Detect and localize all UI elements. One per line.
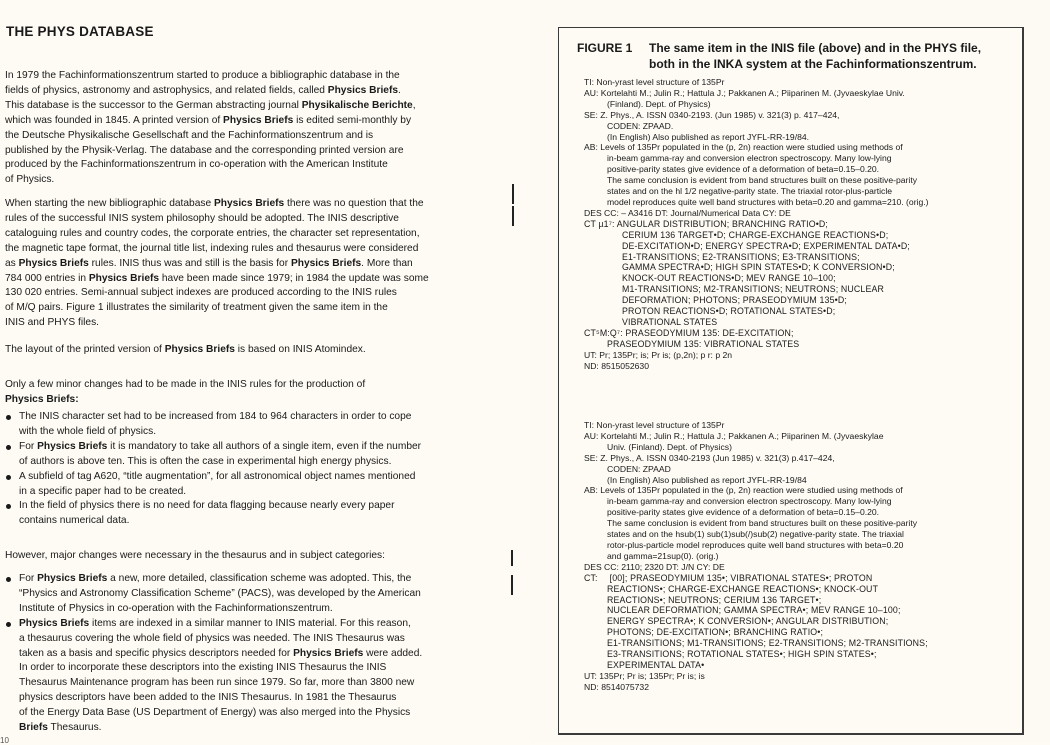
margin-mark	[512, 206, 514, 226]
record-field-authors-cont: Univ. (Finland). Dept. of Physics)	[607, 441, 732, 452]
caption-line: The same item in the INIS file (above) and in the PHYS file,	[649, 41, 982, 55]
record-field-des: DES CC: 2110; 2320 DT: J/N CY: DE	[584, 561, 725, 572]
record-field-ctmq-cont: PRASEODYMIUM 135: VIBRATIONAL STATES	[607, 338, 800, 349]
text-line: which was founded in 1845. A printed version of Physics Briefs is edited semi-monthly by	[5, 114, 412, 126]
caption-line: both in the INKA system at the Fachinformationszentrum.	[649, 57, 977, 71]
record-field-abstract: AB: Levels of 135Pr populated in the (p, 2n) reaction were studied using methods of	[584, 485, 903, 496]
record-field-source-cont: (In English) Also published as report JYFL-RR-19/84.	[607, 131, 810, 142]
paragraph-major-intro: However, major changes were necessary in the thesaurus and in subject categories:	[5, 550, 385, 561]
text-line: Briefs Thesaurus.	[19, 722, 102, 734]
paragraph-inis-rules	[5, 197, 475, 331]
record-field-authors-cont: (Finland). Dept. of Physics)	[607, 98, 711, 109]
record-field-abstract-cont: model reproduces quite well band structures with beta=0.20 and gamma=210. (orig.)	[607, 196, 929, 207]
descriptor-line: ANGULAR DISTRIBUTION; BRANCHING RATIO•D;	[616, 218, 829, 229]
record-field-ut: UT: Pr; 135Pr; is; Pr is; (p,2n); p r: p 2n	[584, 349, 733, 360]
text-line: INIS and PHYS files.	[5, 317, 99, 329]
bullet-icon	[6, 475, 11, 480]
text-line: of M/Q pairs. Figure 1 illustrates the similarity of treatment given the same item in the	[5, 302, 388, 314]
record-field-abstract-cont: The same conclusion is evident from band structures built on these positive-parity	[607, 518, 918, 529]
field-tag: CT µ1⁷:	[584, 218, 615, 229]
text-line: rules of the successful INIS system philosophy should be adopted. The INIS descriptive	[5, 212, 399, 224]
record-field-nd: ND: 8514075732	[584, 681, 649, 692]
text-line: of authors is above ten. This is often the case in experimental high energy physics.	[19, 455, 392, 467]
text-line: a thesaurus covering the whole field of physics was needed. The INIS Thesaurus was	[19, 632, 405, 644]
text-line: in a specific paper had to be created.	[19, 485, 187, 497]
record-field-ut: UT: 135Pr; Pr is; 135Pr; Pr is; is	[584, 670, 705, 681]
descriptor-line: KNOCK-OUT REACTIONS•D; MEV RANGE 10–100;	[622, 273, 836, 284]
text-line: For Physics Briefs it is mandatory to take all authors of a single item, even if the number	[19, 440, 422, 452]
record-field-title: TI: Non-yrast level structure of 135Pr	[584, 420, 725, 430]
record-field-abstract-cont: and gamma=21sup(0). (orig.)	[607, 550, 719, 561]
record-field-ctmq: CT⁵M:Q⁷: PRASEODYMIUM 135: DE-EXCITATION;	[584, 327, 794, 338]
list-item	[5, 499, 480, 529]
record-field-authors: AU: Kortelahti M.; Julin R.; Hattula J.; Pakkanen A.; Piiparinen M. (Jyvaeskylae Univ.	[584, 87, 905, 98]
descriptor-line: E3-TRANSITIONS; ROTATIONAL STATES•; HIGH SPIN STATES•;	[607, 649, 877, 660]
descriptor-line: M1-TRANSITIONS; M2-TRANSITIONS; NEUTRONS; NUCLEAR	[622, 284, 884, 295]
margin-mark	[512, 184, 514, 204]
bullet-icon	[6, 415, 11, 420]
bullet-icon	[6, 622, 11, 627]
record-field-source-cont: (In English) Also published as report JYFL-RR-19/84	[607, 474, 807, 485]
descriptor-line: E1-TRANSITIONS; M1-TRANSITIONS; E2-TRANSITIONS; M2-TRANSITIONS;	[607, 638, 928, 649]
text-line: of Physics.	[5, 174, 55, 186]
text-line: with the whole field of physics.	[19, 425, 157, 437]
bullet-icon	[6, 577, 11, 582]
record-field-source: SE: Z. Phys., A. ISSN 0340-2193. (Jun 1985) v. 321(3) p. 417–424,	[584, 109, 840, 120]
list-item	[5, 572, 480, 617]
margin-mark	[511, 575, 513, 595]
record-field-source: SE: Z. Phys., A. ISSN 0340-2193 (Jun 1985) v. 321(3) p.417–424,	[584, 452, 835, 463]
descriptor-line: DEFORMATION; PHOTONS; PRASEODYMIUM 135•D;	[622, 295, 847, 306]
text-line: Institute of Physics in co-operation with the Fachinformationszentrum.	[19, 602, 333, 614]
descriptor-line: EXPERIMENTAL DATA•	[607, 659, 705, 670]
record-field-des: DES CC: – A3416 DT: Journal/Numerical Data CY: DE	[584, 207, 791, 218]
descriptor-line: [00]; PRASEODYMIUM 135•; VIBRATIONAL STATES•; PROTON	[609, 572, 873, 583]
text-line: When starting the new bibliographic database Physics Briefs there was no question that the	[5, 198, 424, 209]
inis-record	[584, 77, 929, 371]
paragraph-layout: The layout of the printed version of Physics Briefs is based on INIS Atomindex.	[5, 344, 366, 355]
margin-mark	[511, 550, 513, 566]
text-line: This database is the successor to the German abstracting journal Physikalische Berichte,	[5, 99, 416, 111]
record-field-source-cont: CODEN: ZPAAD	[607, 463, 671, 474]
text-line: Thesaurus Maintenance program has been run since 1979. So far, more than 3800 new	[19, 677, 415, 689]
record-field-authors: AU: Kortelahti M.; Julin R.; Hattula J.; Pakkanen A.; Piiparinen M. (Jyvaeskylae	[584, 430, 884, 441]
text-line: of the Energy Data Base (US Department of Energy) was also merged into the Physics	[19, 707, 411, 719]
text-line: physics descriptors have been added to the INIS Thesaurus. In 1981 the Thesaurus	[19, 692, 397, 704]
descriptor-line: REACTIONS•; CHARGE-EXCHANGE REACTIONS•; KNOCK-OUT	[607, 583, 879, 594]
record-field-abstract-cont: in-beam gamma-ray and conversion electron spectroscopy. Many low-lying	[607, 153, 892, 164]
text-line: The INIS character set had to be increased from 184 to 964 characters in order to cope	[19, 411, 412, 422]
text-line: contains numerical data.	[19, 515, 130, 527]
record-field-ct	[584, 573, 928, 584]
list-item	[5, 410, 480, 440]
text-line: Only a few minor changes had to be made in the INIS rules for the production of	[5, 379, 366, 390]
descriptor-line: NUCLEAR DEFORMATION; GAMMA SPECTRA•; MEV RANGE 10–100;	[607, 605, 901, 616]
phys-record	[584, 420, 928, 693]
descriptor-line: GAMMA SPECTRA•D; HIGH SPIN STATES•D; K CONVERSION•D;	[622, 262, 895, 273]
paragraph-intro	[5, 69, 475, 188]
text-line: In 1979 the Fachinformationszentrum started to produce a bibliographic database in the	[5, 70, 400, 81]
text-line: 130 020 entries. Semi-annual subject indexes are produced according to the INIS rules	[5, 287, 397, 299]
minor-changes-list	[5, 410, 480, 529]
major-changes-list	[5, 572, 480, 736]
figure-1	[558, 27, 1024, 735]
record-field-abstract: AB: Levels of 135Pr populated in the (p, 2n) reaction were studied using methods of	[584, 142, 903, 153]
text-line: A subfield of tag A620, “title augmentation”, for all astronomical object names mentioned	[19, 470, 416, 482]
descriptor-line: REACTIONS•; NEUTRONS; CERIUM 136 TARGET•;	[607, 594, 822, 605]
list-item	[5, 617, 480, 736]
descriptor-line: CERIUM 136 TARGET•D; CHARGE-EXCHANGE REACTIONS•D;	[622, 229, 889, 240]
text-line: the Deutsche Physikalische Gesellschaft and the Fachinformationszentrum and is	[5, 129, 374, 141]
text-line: cataloguing rules and country codes, the corporate entries, the character set representation,	[5, 227, 420, 239]
text-line: Physics Briefs:	[5, 393, 79, 405]
list-item	[5, 440, 480, 470]
text-line: In order to incorporate these descriptors into the existing INIS Thesaurus the INIS	[19, 662, 387, 674]
record-field-abstract-cont: states and on the hl 1/2 negative-parity state. The triaxial rotor-plus-particle	[607, 186, 893, 197]
text-line: produced by the Fachinformationszentrum in co-operation with the American Institute	[5, 159, 388, 171]
descriptor-line: VIBRATIONAL STATES	[622, 316, 718, 327]
descriptor-line: ENERGY SPECTRA•; K CONVERSION•; ANGULAR DISTRIBUTION;	[607, 616, 889, 627]
record-field-abstract-cont: rotor-plus-particle model reproduces quite well band structures with beta=0.20	[607, 539, 904, 550]
figure-label: FIGURE 1	[577, 41, 633, 55]
record-field-abstract-cont: positive-parity states give evidence of a deformation of beta=0.15–0.20.	[607, 507, 880, 518]
text-line: fields of physics, astronomy and astrophysics, and related fields, called Physics Briefs.	[5, 84, 401, 96]
text-line: “Physics and Astronomy Classification Scheme” (PACS), was developed by the American	[19, 587, 421, 599]
text-line: For Physics Briefs a new, more detailed, classification scheme was adopted. This, the	[19, 573, 412, 584]
text-line: In the field of physics there is no need for data flagging because nearly every paper	[19, 500, 395, 512]
list-item	[5, 470, 480, 500]
left-page	[0, 0, 490, 743]
descriptor-line: PHOTONS; DE-EXCITATION•; BRANCHING RATIO•;	[607, 627, 824, 638]
descriptor-line: E1-TRANSITIONS; E2-TRANSITIONS; E3-TRANSITIONS;	[622, 251, 860, 262]
figure-caption-text	[649, 40, 1019, 72]
page-number: 10	[0, 736, 9, 745]
text-line: Physics Briefs items are indexed in a similar manner to INIS material. For this reason,	[19, 617, 411, 629]
record-field-title: TI: Non-yrast level structure of 135Pr	[584, 77, 725, 87]
text-line: 784 000 entries in Physics Briefs have been made since 1979; in 1984 the update was some	[5, 272, 429, 284]
record-field-abstract-cont: positive-parity states give evidence of a deformation of beta=0.15–0.20.	[607, 164, 880, 175]
record-field-source-cont: CODEN: ZPAAD.	[607, 120, 674, 131]
text-line: as Physics Briefs rules. INIS thus was and still is the basis for Physics Briefs. More than	[5, 257, 413, 269]
record-field-abstract-cont: states and on the hsub(1) sub(1)sub(/)sub(2) negative-parity state. The triaxial	[607, 529, 904, 540]
descriptor-line: DE-EXCITATION•D; ENERGY SPECTRA•D; EXPERIMENTAL DATA•D;	[622, 240, 910, 251]
record-field-abstract-cont: in-beam gamma-ray and conversion electron spectroscopy. Many low-lying	[607, 496, 892, 507]
page-title: THE PHYS DATABASE	[6, 24, 154, 39]
text-line: the magnetic tape format, the journal title list, indexing rules and thesaurus were considered	[5, 242, 419, 254]
paragraph-minor-intro	[5, 378, 475, 408]
text-line: published by the Physik-Verlag. The database and the corresponding printed version are	[5, 144, 404, 156]
text-line: taken as a basis and specific physics descriptors needed for Physics Briefs were added.	[19, 647, 423, 659]
descriptor-line: PROTON REACTIONS•D; ROTATIONAL STATES•D;	[622, 306, 836, 317]
bullet-icon	[6, 445, 11, 450]
record-field-abstract-cont: The same conclusion is evident from band structures built on these positive-parity	[607, 175, 918, 186]
field-tag: CT:	[584, 572, 598, 583]
record-field-ct	[584, 219, 929, 230]
record-field-nd: ND: 8515052630	[584, 360, 649, 371]
bullet-icon	[6, 504, 11, 509]
